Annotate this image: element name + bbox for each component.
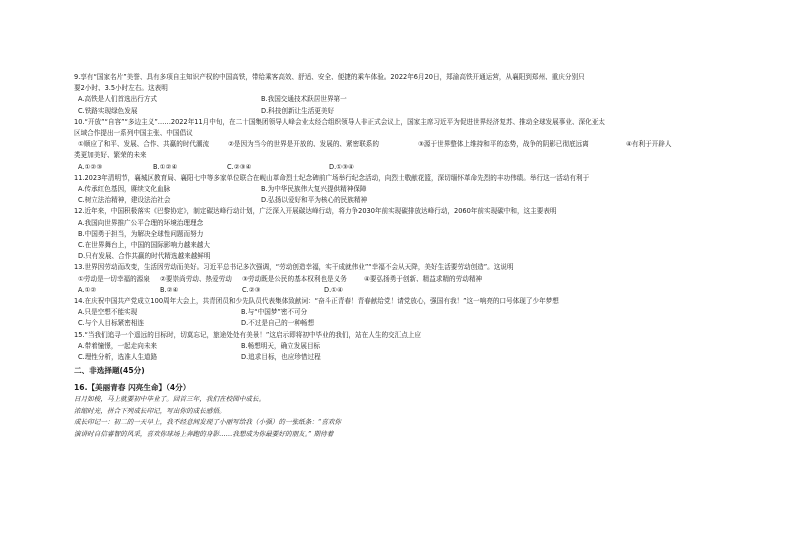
option-b: B.②④ [160, 285, 179, 294]
option-c: C.在世界舞台上，中国的国际影响力越来越大 [78, 241, 210, 250]
option-c: C.铁路实现绿色发展 [78, 106, 138, 115]
statement-4: ④有利于开辟人 [626, 140, 672, 149]
statement-3: ③劳动既是公民的基本权利也是义务 [242, 274, 347, 283]
option-a: A.传承红色基因，赓续文化血脉 [78, 185, 171, 194]
question-13 [74, 262, 714, 296]
section-title: 二、非选择题(45分) [74, 366, 145, 376]
option-c: C.与个人目标紧密相连 [78, 319, 145, 328]
question-11 [74, 173, 714, 207]
option-a: A.①②③ [78, 162, 103, 171]
question-stem: 区域合作提出一系列中国主张、中国倡议 [74, 129, 193, 138]
option-a: A.高铁是人们首选出行方式 [78, 95, 158, 104]
passage-line: 浓缩时光，拼合下列成长印记，写出你的成长感悟。 [74, 406, 226, 415]
option-d: D.追求目标，也应珍惜过程 [241, 353, 321, 362]
option-b: B.与“中国梦”密不可分 [241, 308, 308, 317]
passage-line: 成长印记一：初二的一天早上，我不经意间发现了小丽写给我（小强）的一张纸条：“喜欢你 [74, 418, 342, 427]
option-b: B.我国交通技术跃居世界第一 [261, 95, 347, 104]
question-stem: 15.“当我们追寻一个遥远的目标时，切莫忘记，旅途处处有美景！”这启示即将初中毕业的我们，站在人生的交汇点上应 [74, 330, 422, 339]
statement-2: ②是因为当今的世界是开放的、发展的、紧密联系的 [228, 140, 379, 149]
question-stem: 12.近年来，中国积极落实《巴黎协定》，制定碳达峰行动计划，广泛深入开展碳达峰行动，将力争2030年前实现碳排放达峰行动，2060年前实现碳中和，这主要表明 [74, 207, 557, 216]
option-b: B.中国勇于担当，为解决全球性问题而努力 [78, 229, 204, 238]
option-d: D.只有发展、合作共赢的时代精选越来越鲜明 [78, 252, 211, 261]
question-14 [74, 296, 714, 330]
option-c: C.树立法治精神，建设法治社会 [78, 196, 171, 205]
option-d: D.科技创新让生活更美好 [261, 106, 335, 115]
question-stem: 11.2023年清明节，襄城区教育局、襄阳七中等多家单位联合在岘山革命烈士纪念碑前广场举行纪念活动，向烈士敬献花篮，深切缅怀革命先烈的丰功伟绩。举行这一活动有利于 [74, 173, 590, 182]
option-b: B.为中华民族伟大复兴提供精神保障 [261, 185, 367, 194]
option-c: C.②③④ [227, 162, 252, 171]
question-12 [74, 206, 714, 262]
question-15 [74, 330, 714, 364]
passage-line: 演讲时自信睿智的风采，喜欢你球场上奔跑的身影……我想成为你最要好的朋友。” 期待着 [74, 430, 334, 439]
statement-1: ①劳动是一切幸福的源泉 [78, 274, 150, 283]
option-d: D.不过是自己的一种畅想 [241, 319, 315, 328]
option-d: D.弘扬以爱好和平为核心的民族精神 [261, 196, 368, 205]
passage-line: 日月如梭，马上就要初中毕业了。回首三年，我们在校园中成长。 [74, 395, 266, 404]
option-c: C.理性分析，选准人生道路 [78, 353, 158, 362]
statement-1: ①顺应了和平、发展、合作、共赢的时代潮流 [78, 140, 210, 149]
question-stem: 13.世界因劳动而改变，生活因劳动而美好。习近平总书记多次强调，“劳动创造幸福，实干成就伟业”“幸福不会从天降，美好生活要劳动创造”。这说明 [74, 263, 514, 272]
option-d: D.①③④ [329, 162, 354, 171]
exam-content [74, 72, 714, 441]
option-a: A.我国向世界推广公平合理的环境治理理念 [78, 218, 204, 227]
option-a: A.只是空想不能实现 [78, 308, 138, 317]
option-b: B.①②④ [153, 162, 178, 171]
question-stem: 10.“开放”“自容”“多边主义”……2022年11月中旬，在二十国集团领导人峰会业太经合组织领导人非正式会议上，国家主席习近平为促进世界经济复苏、推动全球发展事业、深化亚太 [74, 117, 605, 126]
question-stem: 9.享有“国家名片”美誉、具有多项自主知识产权的中国高铁，带给乘客高效、舒适、安全、便捷的乘车体验。2022年6月20日，郑渝高铁开通运营，从襄阳到郑州、重庆分别只 [74, 73, 585, 81]
option-a: A.带着憧憬，一起走向未来 [78, 341, 158, 350]
question-9 [74, 72, 714, 117]
statement-3: ③源于世界整体上维持和平的态势，战争的阴影已彻底远离 [418, 140, 589, 149]
question-stem: 类更加美好、繁荣的未来 [74, 151, 147, 160]
option-c: C.②③ [242, 285, 261, 294]
statement-4: ④要弘扬勇于创新、精益求精的劳动精神 [364, 274, 483, 283]
option-b: B.畅想明天，确立发展目标 [241, 341, 321, 350]
question-10 [74, 117, 714, 173]
statement-2: ②要崇尚劳动、热爱劳动 [160, 274, 232, 283]
question-16 [74, 381, 714, 440]
question-stem: 要2小时、3.5小时左右。这表明 [74, 84, 168, 93]
option-d: D.①④ [324, 285, 343, 294]
question-heading: 16.【美丽青春 闪亮生命】（4分） [74, 383, 191, 393]
option-a: A.①② [78, 285, 97, 294]
question-stem: 14.在庆祝中国共产党成立100周年大会上，共青团员和少先队员代表集体致献词：“奋斗正青春！青春献给党！请党放心，强国有我！”这一响亮的口号体现了少年梦想 [74, 297, 559, 306]
